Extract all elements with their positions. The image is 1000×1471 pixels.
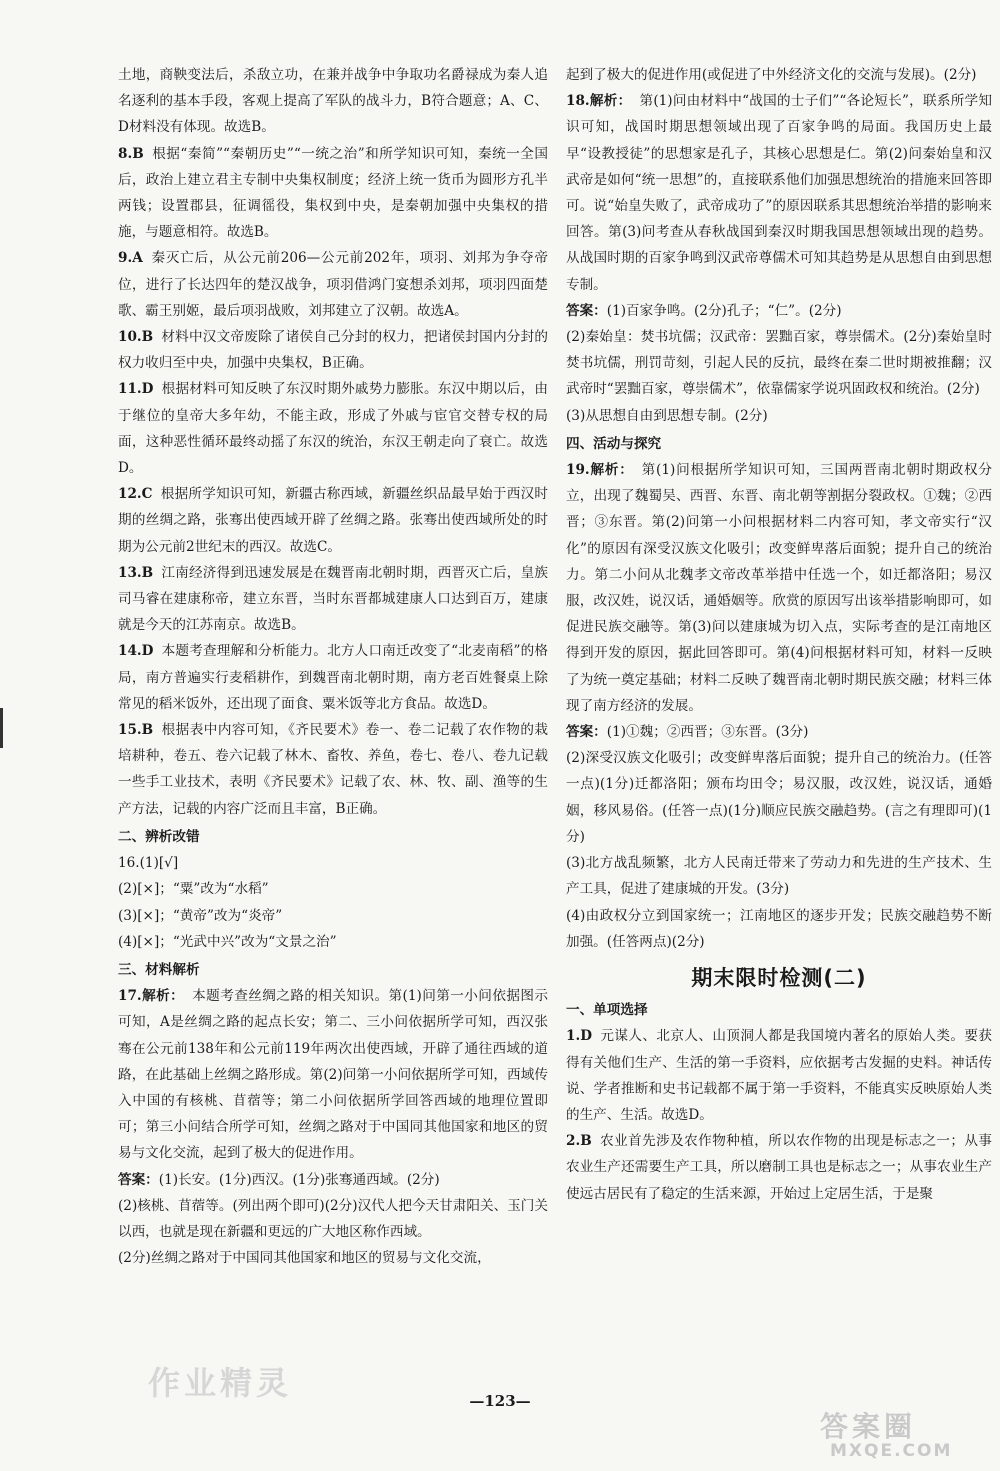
sub-paragraph: (2)核桃、苜蓿等。(列出两个即可)(2分)汉代人把今天甘肃阳关、玉门关以西，也就是现在新疆和更远的广大地区称作西域。	[118, 1197, 548, 1240]
binding-edge-mark	[0, 708, 3, 748]
item-text: 元谋人、北京人、山顶洞人都是我国境内著名的原始人类。要获得有关他们生产、生活的第一手资料，应依据考古发掘的史料。神话传说、学者推断和史书记载都不属于第一手资料，不能真实反映原始人类的生产、生活。故选D。	[566, 1028, 992, 1123]
question-item	[118, 141, 548, 246]
answer-label: 答案：	[566, 724, 607, 741]
page-number: —123—	[469, 1392, 531, 1410]
question-item	[566, 88, 992, 298]
question-item	[118, 324, 548, 376]
item-number: 13.B	[118, 564, 154, 581]
item-text: 本题考查丝绸之路的相关知识。第(1)问第一小问依据图示可知，A是丝绸之路的起点长安；第二、三小问依据所学可知，西汉张骞在公元前138年和公元前119年两次出使西域，开辟了通往西域的道路，在此基础上丝绸之路形成。第(2)问第一小问依据所学可知，西域传入中国的有核桃、苜蓿等；第二小问依据所学回答西域的地理位置即可；第三小问结合所学可知，丝绸之路对于中国同其他国家和地区的贸易与文化交流，起到了极大的促进作用。	[118, 988, 548, 1162]
item-text: 根据材料可知反映了东汉时期外戚势力膨胀。东汉中期以后，由于继位的皇帝大多年幼，不能主政，形成了外戚与宦官交替专权的局面，这种恶性循环最终动摇了东汉的统治，东汉王朝走向了衰亡。故选D。	[118, 381, 548, 477]
question-item	[566, 1023, 992, 1128]
question-item	[118, 560, 548, 639]
sub-paragraph: (2)[×]；“粟”改为“水稻”	[118, 881, 269, 898]
section-heading: 二、辨析改错	[118, 828, 200, 845]
item-text: 第(1)问根据所学知识可知，三国两晋南北朝时期政权分立，出现了魏蜀吴、西晋、东晋、南北朝等割据分裂政权。①魏；②西晋；③东晋。第(2)问第一小问根据材料二内容可知，孝文帝实行“汉化”的原因有深受汉族文化吸引；改变鲜卑落后面貌；提升自己的统治力。第二小问从北魏孝文帝改革举措中任选一个，如迁都洛阳；易汉服，改汉姓，说汉话，通婚姻等。欣赏的原因写出该举措影响即可，如促进民族交融等。第(3)问以建康城为切入点，实际考查的是江南地区得到开发的原因，据此回答即可。第(4)问根据材料可知，材料一反映了为统一奠定基础；材料二反映了魏晋南北朝时期民族交融；材料三体现了南方经济的发展。	[566, 462, 992, 714]
item-number: 19.解析：	[566, 462, 634, 479]
item-number: 15.B	[118, 722, 154, 739]
item-text: 本题考查理解和分析能力。北方人口南迁改变了“北麦南稻”的格局，南方普遍实行麦稻耕作，到魏晋南北朝时期，南方老百姓餐桌上除常见的稻米饭外，还出现了面食、粟米饭等北方食品。故选D。	[118, 643, 548, 712]
question-item	[566, 1128, 992, 1207]
watermark-right-url: MXQE.COM	[830, 1441, 953, 1461]
question-item	[118, 638, 548, 717]
answer-paragraph	[118, 1167, 548, 1193]
answer-paragraph	[566, 719, 992, 745]
left-column	[118, 62, 548, 1271]
sub-paragraph: (3)[×]；“黄帝”改为“炎帝”	[118, 907, 283, 924]
section-heading: 四、活动与探究	[566, 435, 662, 452]
sub-paragraph: (3)北方战乱频繁，北方人民南迁带来了劳动力和先进的生产技术、生产工具，促进了建康城的开发。(3分)	[566, 855, 992, 898]
sub-paragraph: (4)[×]；“光武中兴”改为“文景之治”	[118, 933, 337, 950]
exam-title: 期末限时检测(二)	[691, 965, 867, 990]
question-item	[566, 457, 992, 719]
section-heading: 三、材料解析	[118, 961, 200, 978]
item-text: 根据表中内容可知，《齐民要术》卷一、卷二记载了农作物的栽培耕种，卷五、卷六记载了林木、畜牧、养鱼，卷七、卷八、卷九记载一些手工业技术，表明《齐民要术》记载了农、林、牧、副、渔等的生产方法，记载的内容广泛而且丰富，B正确。	[118, 722, 548, 817]
continued-paragraph: 起到了极大的促进作用(或促进了中外经济文化的交流与发展)。(2分)	[566, 67, 977, 83]
right-column	[566, 62, 992, 1207]
sub-paragraph: (2)深受汉族文化吸引；改变鲜卑落后面貌；提升自己的统治力。(任答一点)(1分)迁都洛阳；颁布均田令；易汉服，改汉姓，说汉话，通婚姻，移风易俗。(任答一点)(1分)顺应民族交融趋势。(言之有理即可)(1分)	[566, 750, 992, 845]
continued-paragraph: 土地，商鞅变法后，杀敌立功，在兼并战争中争取功名爵禄成为秦人追名逐利的基本手段，客观上提高了军队的战斗力，B符合题意；A、C、D材料没有体现。故选B。	[118, 67, 548, 136]
sub-paragraph: (2)秦始皇：焚书坑儒；汉武帝：罢黜百家，尊崇儒术。(2分)秦始皇时焚书坑儒，刑罚苛刻，引起人民的反抗，最终在秦二世时期被推翻；汉武帝时“罢黜百家，尊崇儒术”，依靠儒家学说巩固政权和统治。(2分)	[566, 329, 992, 398]
answer-label: 答案：	[118, 1171, 159, 1188]
item-text: 根据“秦简”“秦朝历史”“一统之治”和所学知识可知，秦统一全国后，政治上建立君主专制中央集权制度；经济上统一货币为圆形方孔半两钱；设置郡县，征调徭役，集权到中央，是秦朝加强中央集权的措施，与题意相符。故选B。	[118, 145, 548, 241]
item-number: 18.解析：	[566, 93, 632, 110]
item-number: 1.D	[566, 1028, 592, 1045]
sub-paragraph: (2分)丝绸之路对于中国同其他国家和地区的贸易与文化交流，	[118, 1250, 491, 1267]
item-number: 9.A	[118, 250, 143, 267]
item-number: 10.B	[118, 329, 154, 346]
answer-paragraph	[566, 298, 992, 324]
sub-paragraph: (3)从思想自由到思想专制。(2分)	[566, 407, 768, 424]
item-text: 秦灭亡后，从公元前206—公元前202年，项羽、刘邦为争夺帝位，进行了长达四年的楚汉战争，项羽借鸿门宴想杀刘邦，项羽四面楚歌、霸王别姬，最后项羽战败，刘邦建立了汉朝。故选A。	[118, 250, 548, 319]
section-heading: 一、单项选择	[566, 1002, 648, 1019]
item-text: (1)长安。(1分)西汉。(1分)张骞通西域。(2分)	[158, 1171, 440, 1188]
item-text: 江南经济得到迅速发展是在魏晋南北朝时期，西晋灭亡后，皇族司马睿在建康称帝，建立东晋，当时东晋都城建康人口达到百万，建康就是今天的江苏南京。故选B。	[118, 564, 548, 634]
watermark-right-logo-text: 答案圈	[820, 1410, 917, 1443]
question-item	[118, 717, 548, 822]
item-text: (1)百家争鸣。(2分)孔子；“仁”。(2分)	[606, 302, 842, 319]
item-number: 14.D	[118, 643, 154, 660]
answer-label: 答案：	[566, 302, 607, 319]
item-text: 农业首先涉及农作物种植，所以农作物的出现是标志之一；从事农业生产还需要生产工具，所以磨制工具也是标志之一；从事农业生产使远古居民有了稳定的生活来源，开始过上定居生活，于是聚	[566, 1133, 992, 1202]
answer-line: 16.(1)[√]	[118, 855, 179, 872]
item-number: 2.B	[566, 1133, 592, 1150]
item-number: 17.解析：	[118, 988, 185, 1005]
sub-paragraph: (4)由政权分立到国家统一；江南地区的逐步开发；民族交融趋势不断加强。(任答两点)(2分)	[566, 907, 992, 950]
question-item	[118, 245, 548, 324]
item-text: 根据所学知识可知，新疆古称西域，新疆丝织品最早始于西汉时期的丝绸之路，张骞出使西域开辟了丝绸之路。张骞出使西域所处的时期为公元前2世纪末的西汉。故选C。	[118, 486, 548, 555]
item-text: 第(1)问由材料中“战国的士子们”“各论短长”，联系所学知识可知，战国时期思想领域出现了百家争鸣的局面。我国历史上最早“设教授徒”的思想家是孔子，其核心思想是仁。第(2)问秦始皇和汉武帝是如何“统一思想”的，直接联系他们加强思想统治的措施来回答即可。说“始皇失败了，武帝成功了”的原因联系其思想统治举措的影响来回答。第(3)问考查从春秋战国到秦汉时期我国思想领域出现的趋势。从战国时期的百家争鸣到汉武帝尊儒术可知其趋势是从思想自由到思想专制。	[566, 93, 992, 293]
watermark-right	[820, 1405, 990, 1465]
item-number: 8.B	[118, 145, 144, 162]
watermark-left: 作业精灵	[148, 1364, 293, 1402]
item-number: 12.C	[118, 486, 153, 503]
item-number: 11.D	[118, 381, 154, 398]
question-item	[118, 376, 548, 481]
item-text: (1)①魏；②西晋；③东晋。(3分)	[606, 724, 809, 741]
question-item	[118, 481, 548, 560]
item-text: 材料中汉文帝废除了诸侯自己分封的权力，把诸侯封国内分封的权力收归至中央，加强中央集权，B正确。	[118, 329, 548, 372]
question-item	[118, 983, 548, 1166]
